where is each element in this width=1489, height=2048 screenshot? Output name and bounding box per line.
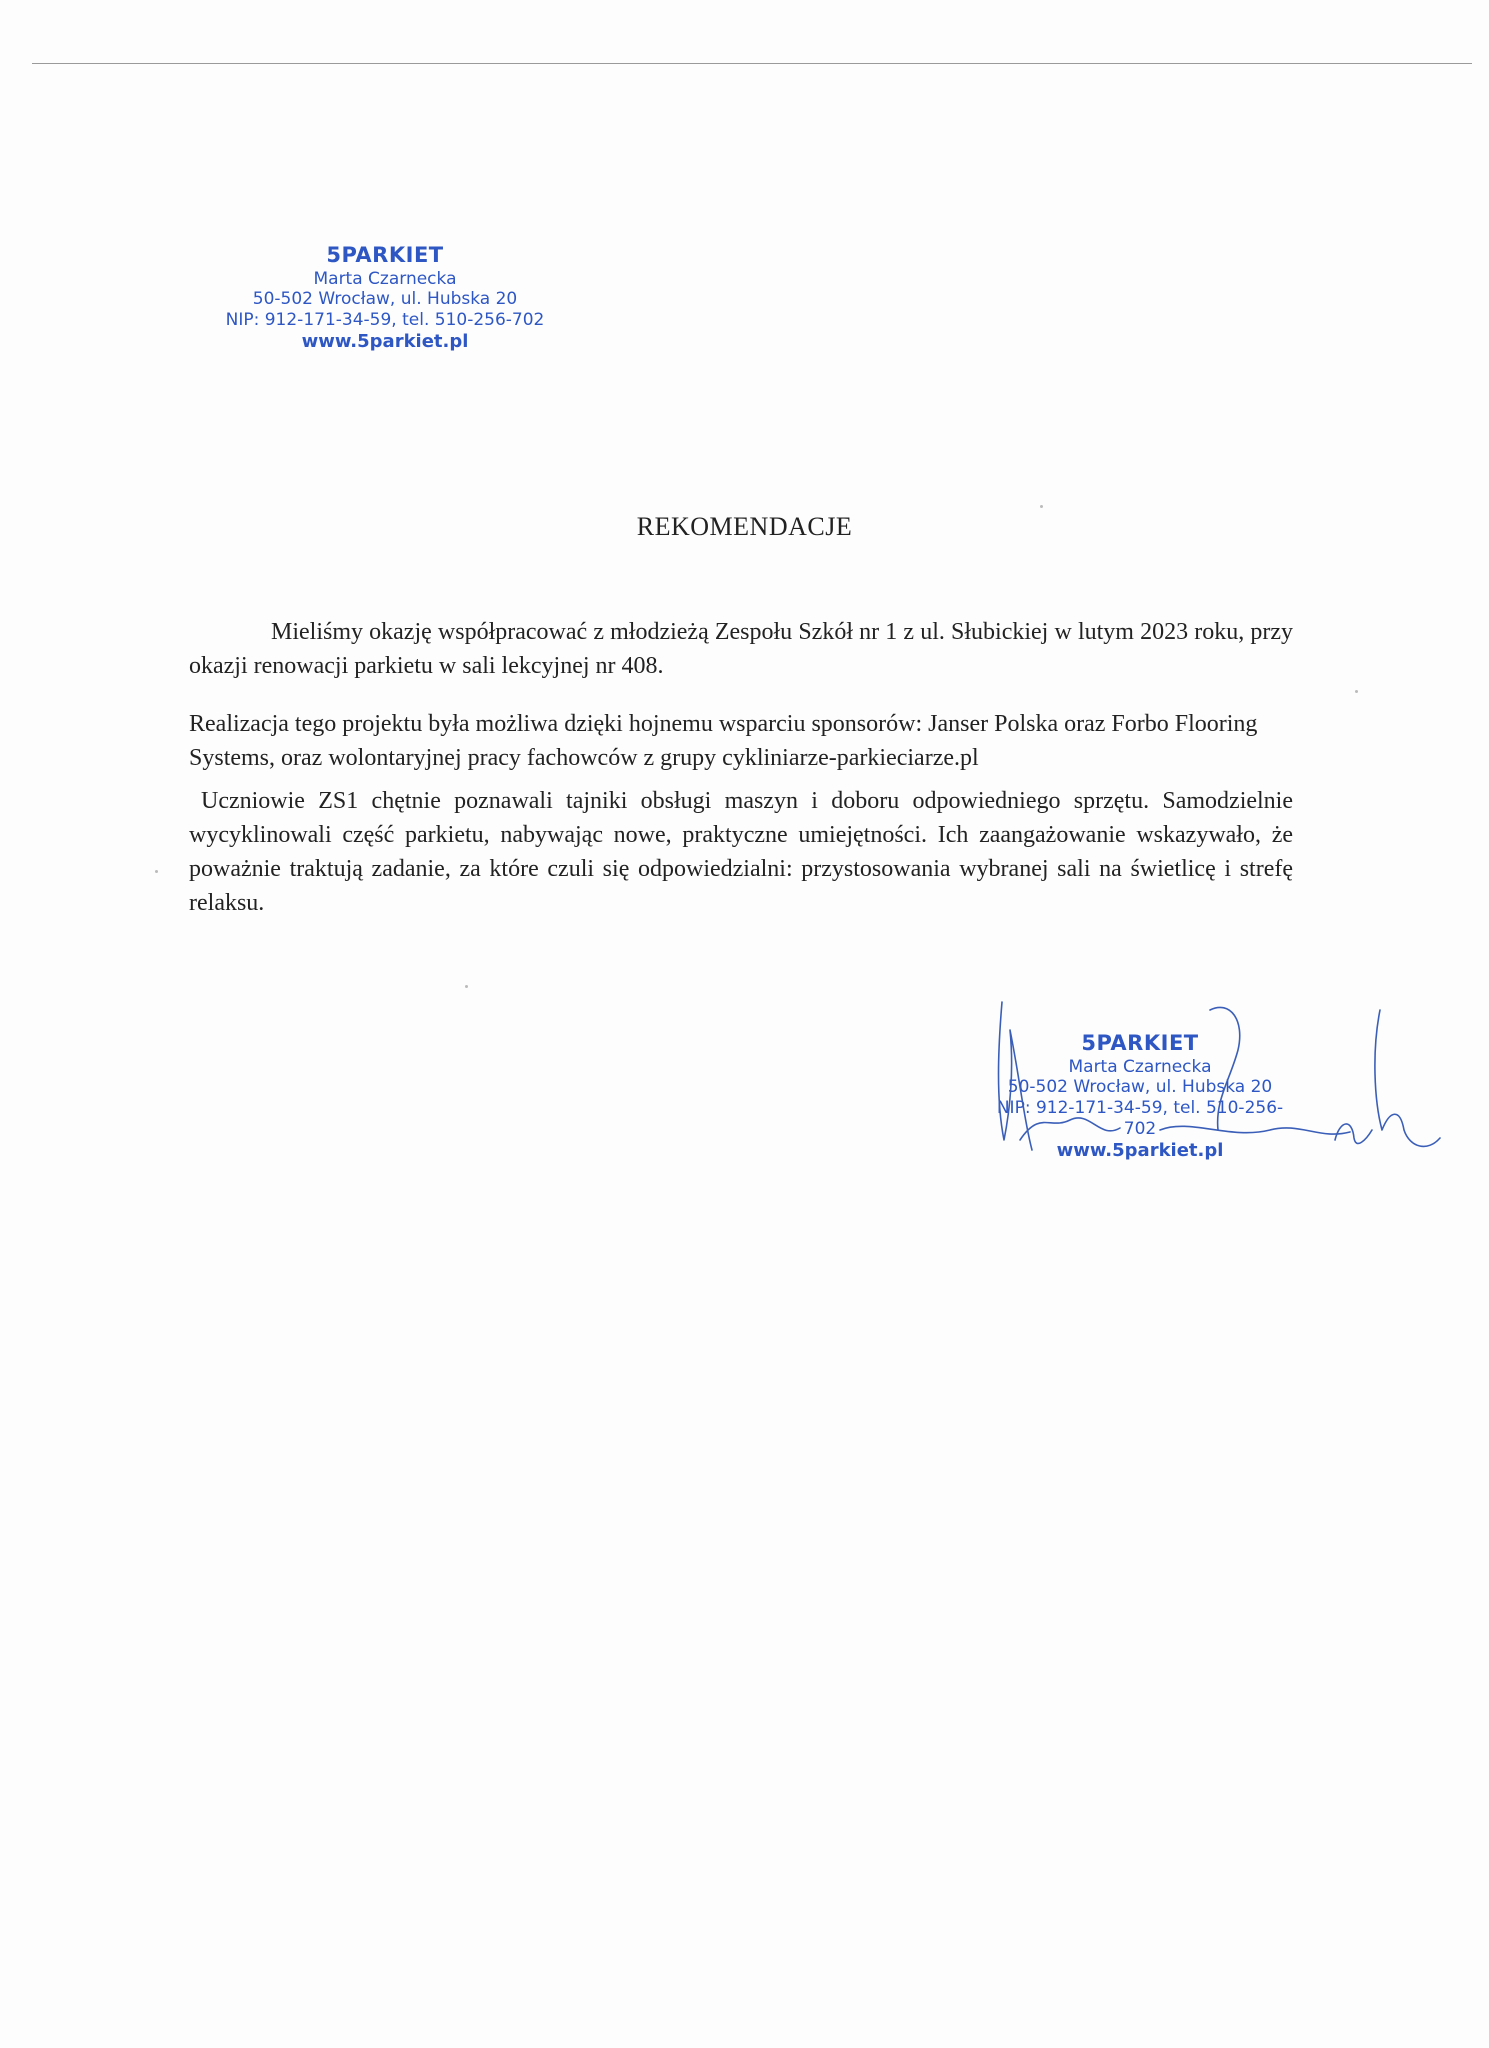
stamp-owner: Marta Czarnecka xyxy=(1068,1056,1212,1077)
company-stamp-header xyxy=(215,243,555,353)
stamp-ids: NIP: 912-171-34-59, tel. 510-256-702 xyxy=(996,1098,1284,1139)
stamp-address: 50-502 Wrocław, ul. Hubska 20 xyxy=(1007,1077,1273,1098)
scan-speck xyxy=(465,985,468,988)
stamp-website: www.5parkiet.pl xyxy=(1056,1139,1224,1161)
scan-speck xyxy=(1040,505,1043,508)
scan-speck xyxy=(1355,690,1358,693)
stamp-company-name: 5PARKIET xyxy=(1081,1031,1199,1055)
handwritten-signature xyxy=(980,990,1450,1170)
stamp-owner: Marta Czarnecka xyxy=(313,268,457,289)
scan-edge-line xyxy=(32,63,1472,64)
paragraph-2: Realizacja tego projektu była możliwa dzięki hojnemu wsparciu sponsorów: Janser Polska oraz Forbo Flooring Systems, oraz wolontaryjnej pracy fachowców z grupy cykliniarze-parkieciarze.pl xyxy=(189,711,1258,771)
stamp-company-name: 5PARKIET xyxy=(326,243,444,267)
stamp-ids: NIP: 912-171-34-59, tel. 510-256-702 xyxy=(225,310,545,331)
paragraph-1: Mieliśmy okazję współpracować z młodzieżą Zespołu Szkół nr 1 z ul. Słubickiej w lutym 2023 roku, przy okazji renowacji parkietu w sali lekcyjnej nr 408. xyxy=(189,619,1293,679)
document-title: REKOMENDACJE xyxy=(636,512,853,541)
stamp-address: 50-502 Wrocław, ul. Hubska 20 xyxy=(252,289,518,310)
paragraph-3: Uczniowie ZS1 chętnie poznawali tajniki obsługi maszyn i doboru odpowiedniego sprzętu. Samodzielnie wycyklinowali część parkietu, nabywając nowe, praktyczne umiejętności. Ich zaangażowanie wskazywało, że poważnie traktują zadanie, za które czuli się odpowiedzialni: przystosowania wybranej sali na świetlicę i strefę relaksu. xyxy=(189,788,1293,916)
scan-speck xyxy=(155,870,158,873)
stamp-website: www.5parkiet.pl xyxy=(301,330,469,352)
